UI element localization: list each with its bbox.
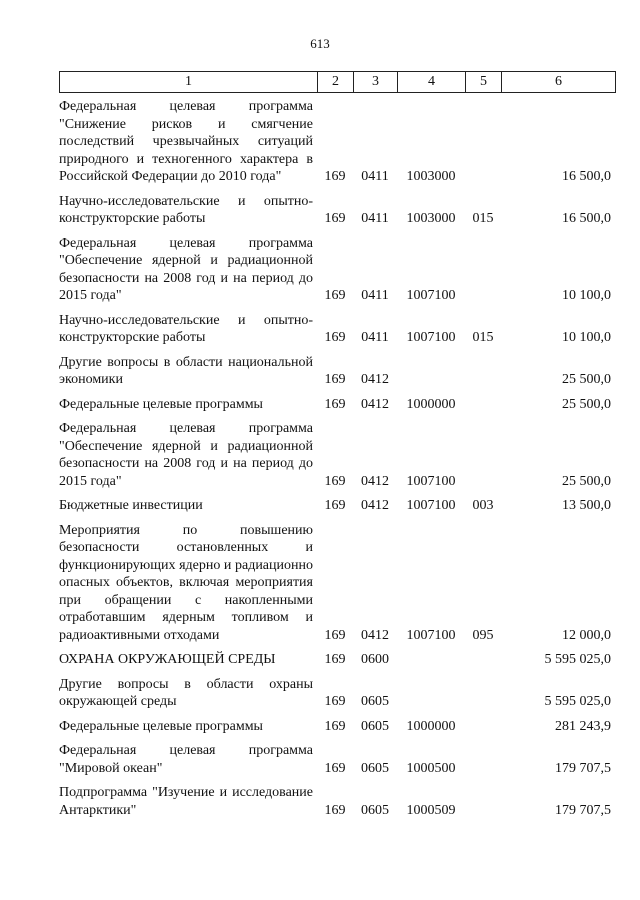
row-col-4 <box>397 676 465 718</box>
table-row <box>59 676 615 718</box>
table-row <box>59 497 615 522</box>
row-col-2: 169 <box>324 802 346 818</box>
table-row <box>59 193 615 235</box>
table-row <box>59 235 615 312</box>
budget-table <box>59 98 615 826</box>
row-name: Федеральные целевые программы <box>59 396 263 412</box>
table-row <box>59 396 615 421</box>
row-amount: 13 500,0 <box>562 498 611 513</box>
row-amount: 16 500,0 <box>562 169 611 184</box>
row-name: Федеральная целевая программа "Обеспечение ядерной и радиационной безопасности на 2008 год и на период до 2015 года" <box>59 235 313 303</box>
row-name: ОХРАНА ОКРУЖАЮЩЕЙ СРЕДЫ <box>59 652 276 667</box>
row-col-2: 169 <box>324 396 346 412</box>
row-amount: 10 100,0 <box>562 288 611 303</box>
row-col-5 <box>465 742 501 784</box>
row-col-3: 0605 <box>361 760 389 776</box>
row-col-4: 1000500 <box>406 760 456 776</box>
row-col-5 <box>465 420 501 497</box>
table-header <box>59 71 616 93</box>
row-col-4: 1003000 <box>406 169 456 184</box>
row-amount: 25 500,0 <box>562 396 611 412</box>
row-col-3: 0412 <box>361 498 389 513</box>
row-col-3: 0605 <box>361 718 389 734</box>
row-col-5: 003 <box>472 498 494 513</box>
row-amount: 25 500,0 <box>562 372 611 387</box>
row-col-5 <box>465 98 501 193</box>
row-col-2: 169 <box>324 211 346 226</box>
row-col-3: 0412 <box>361 396 389 412</box>
row-col-5 <box>465 718 501 743</box>
row-col-3: 0411 <box>361 169 389 184</box>
header-col-6: 6 <box>502 72 616 93</box>
table-row <box>59 651 615 676</box>
row-col-4 <box>397 651 465 676</box>
row-col-2: 169 <box>324 718 346 734</box>
row-name: Другие вопросы в области охраны окружающей среды <box>59 676 313 709</box>
row-col-4: 1000000 <box>406 396 456 412</box>
row-col-4: 1000509 <box>406 802 456 818</box>
row-name: Подпрограмма "Изучение и исследование Антарктики" <box>59 785 313 818</box>
table-row <box>59 742 615 784</box>
row-col-3: 0412 <box>361 627 389 643</box>
header-col-3: 3 <box>354 72 398 93</box>
row-amount: 12 000,0 <box>562 627 611 643</box>
row-col-3: 0411 <box>361 288 389 303</box>
row-amount: 5 595 025,0 <box>544 652 611 667</box>
row-name: Научно-исследовательские и опытно-конструкторские работы <box>59 312 313 345</box>
row-amount: 179 707,5 <box>555 760 611 776</box>
page-number: 613 <box>310 36 330 51</box>
row-name: Федеральная целевая программа "Снижение рисков и смягчение последствий чрезвычайных ситуаций природного и техногенного характера в Российской Федерации до 2010 года" <box>59 99 313 184</box>
row-amount: 25 500,0 <box>562 473 611 489</box>
row-name: Другие вопросы в области национальной экономики <box>59 354 313 387</box>
table-row <box>59 98 615 193</box>
row-col-2: 169 <box>324 473 346 489</box>
row-col-4: 1007100 <box>406 330 456 345</box>
row-col-5 <box>465 676 501 718</box>
row-col-2: 169 <box>324 169 346 184</box>
row-col-5 <box>465 354 501 396</box>
header-col-2: 2 <box>318 72 354 93</box>
row-col-4: 1007100 <box>406 498 456 513</box>
row-col-2: 169 <box>324 498 346 513</box>
row-col-5: 015 <box>472 330 494 345</box>
row-name: Бюджетные инвестиции <box>59 498 203 513</box>
table-row <box>59 784 615 826</box>
table-row <box>59 420 615 497</box>
row-amount: 281 243,9 <box>555 718 611 734</box>
row-name: Федеральные целевые программы <box>59 718 263 734</box>
row-col-2: 169 <box>324 372 346 387</box>
row-col-4: 1007100 <box>406 473 456 489</box>
header-col-4: 4 <box>398 72 466 93</box>
row-col-4: 1000000 <box>406 718 456 734</box>
header-col-5: 5 <box>466 72 502 93</box>
row-col-5 <box>465 651 501 676</box>
row-col-5: 095 <box>472 627 494 643</box>
row-col-5: 015 <box>472 211 494 226</box>
row-name: Федеральная целевая программа "Обеспечение ядерной и радиационной безопасности на 2008 год и на период до 2015 года" <box>59 421 313 489</box>
header-col-1: 1 <box>60 72 318 93</box>
row-amount: 179 707,5 <box>555 802 611 818</box>
row-col-2: 169 <box>324 627 346 643</box>
row-col-3: 0411 <box>361 330 389 345</box>
row-col-3: 0411 <box>361 211 389 226</box>
row-col-2: 169 <box>324 652 346 667</box>
row-col-4: 1003000 <box>406 211 456 226</box>
row-amount: 5 595 025,0 <box>544 694 611 709</box>
row-col-2: 169 <box>324 760 346 776</box>
row-col-3: 0605 <box>361 694 389 709</box>
row-col-2: 169 <box>324 288 346 303</box>
row-name: Мероприятия по повышению безопасности остановленных и функционирующих ядерно и радиационно опасных объектов, включая мероприятия при обращении с накопленными отработавшим ядерным топливом и радиоактивными отходами <box>59 522 313 643</box>
table-row <box>59 522 615 652</box>
row-col-2: 169 <box>324 330 346 345</box>
table-row <box>59 354 615 396</box>
row-col-2: 169 <box>324 694 346 709</box>
row-col-3: 0412 <box>361 372 389 387</box>
row-col-5 <box>465 235 501 312</box>
table-row <box>59 312 615 354</box>
row-col-4: 1007100 <box>406 288 456 303</box>
row-amount: 16 500,0 <box>562 211 611 226</box>
row-col-5 <box>465 396 501 421</box>
row-name: Федеральная целевая программа "Мировой океан" <box>59 743 313 776</box>
row-col-3: 0412 <box>361 473 389 489</box>
row-col-5 <box>465 784 501 826</box>
table-row <box>59 718 615 743</box>
row-col-4: 1007100 <box>406 627 456 643</box>
row-name: Научно-исследовательские и опытно-конструкторские работы <box>59 193 313 226</box>
row-col-3: 0605 <box>361 802 389 818</box>
row-col-4 <box>397 354 465 396</box>
row-col-3: 0600 <box>361 652 389 667</box>
row-amount: 10 100,0 <box>562 330 611 345</box>
